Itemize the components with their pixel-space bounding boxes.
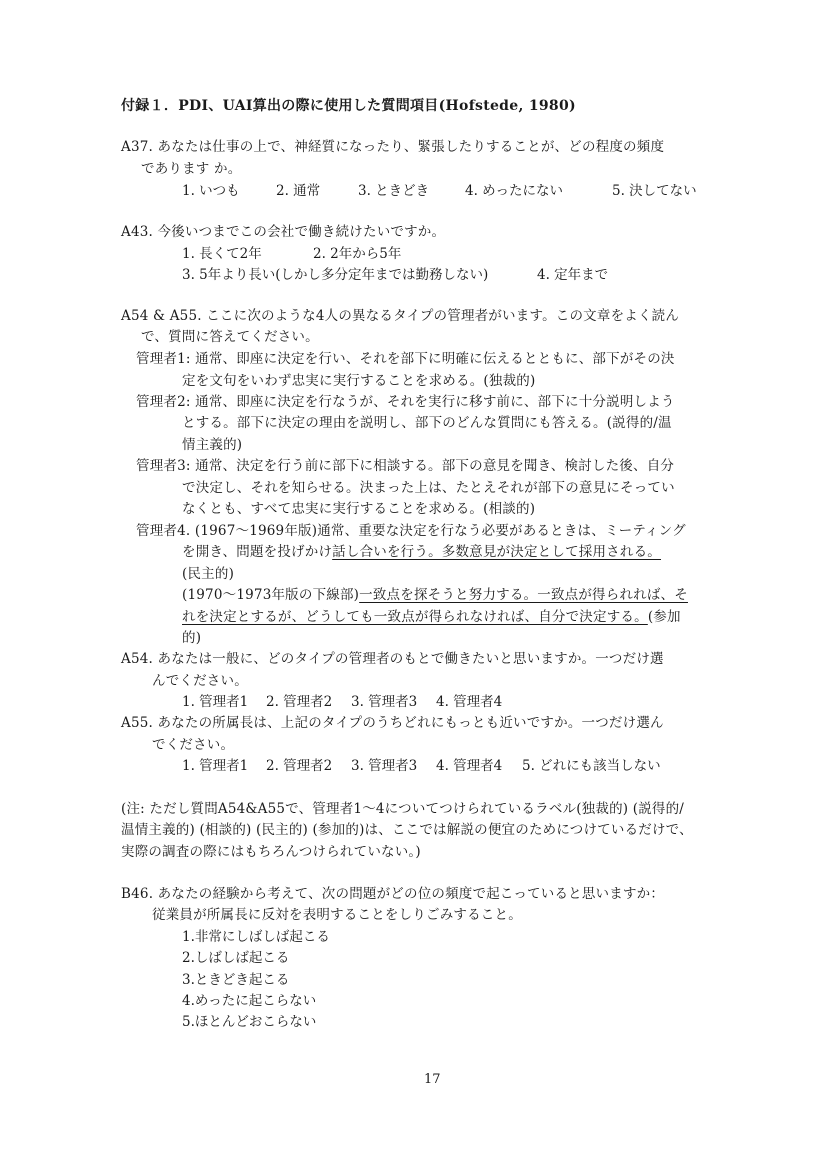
manager4-line1: 管理者4. (1967〜1969年版)通常、重要な決定を行なう必要があるときは、ミーティング (136, 523, 686, 539)
manager4-label-participative-part2: 的) (182, 630, 202, 646)
manager1-line1: 管理者1: 通常、即座に決定を行い、それを部下に明確に伝えるとともに、部下がその決 (136, 351, 675, 367)
b46-option-4: 4.めったに起こらない (182, 993, 317, 1009)
manager3-line2: で決定し、それを知らせる。決まった上は、たとえそれが部下の意見にそってい (182, 480, 675, 496)
manager4-underlined-1970-part1: 一致点を探そうと努力する。一致点が得られれば、そ (359, 587, 688, 603)
manager4-underlined-1967: 話し合いを行う。多数意見が決定として採用される。 (332, 544, 661, 560)
a43-option-1: 1. 長くて2年 (182, 246, 262, 262)
manager3-line1: 管理者3: 通常、決定を行う前に部下に相談する。部下の意見を聞き、検討した後、自分 (136, 458, 675, 474)
a43-option-3: 3. 5年より長い(しかし多分定年までは勤務しない) (182, 267, 489, 283)
page-number: 17 (424, 1072, 441, 1087)
manager4-line5 (182, 608, 681, 626)
a55-option-2: 2. 管理者2 (266, 758, 333, 774)
manager2-line1: 管理者2: 通常、即座に決定を行なうが、それを実行に移す前に、部下に十分説明しよう (136, 394, 675, 410)
b46-option-3: 3.ときどき起こる (182, 972, 290, 988)
question-a55-line2: でください。 (152, 737, 235, 753)
b46-option-5: 5.ほとんどおこらない (182, 1014, 317, 1030)
manager4-label-participative-part1: (参加 (647, 609, 681, 625)
a37-option-5: 5. 決してない (612, 183, 697, 199)
a54-a55-intro-line2: で、質問に答えてください。 (141, 329, 319, 345)
a43-option-2: 2. 2年から5年 (313, 246, 402, 262)
a43-option-4: 4. 定年まで (537, 267, 609, 283)
question-a55-line1: A55. あなたの所属長は、上記のタイプのうちどれにもっとも近いですか。一つだけ選ん (121, 715, 664, 731)
note-line3: 実際の調査の際にはもちろんつけられていない。) (121, 844, 421, 860)
manager3-line3: なくとも、すべて忠実に実行することを求める。(相談的) (182, 501, 536, 517)
a54-option-4: 4. 管理者4 (436, 694, 503, 710)
a37-option-4: 4. めったにない (465, 183, 564, 199)
a55-option-5: 5. どれにも該当しない (522, 758, 661, 774)
question-a37-line2: であります か。 (141, 161, 242, 177)
manager4-underlined-1970-part2: れを決定とするが、どうしても一致点が得られなければ、自分で決定する。 (182, 609, 648, 625)
manager4-label-democratic: (民主的) (182, 566, 235, 582)
a55-option-4: 4. 管理者4 (436, 758, 503, 774)
manager4-line2-text: を開き、問題を投げかけ (182, 544, 333, 560)
a54-option-2: 2. 管理者2 (266, 694, 333, 710)
a37-option-1: 1. いつも (182, 183, 240, 199)
appendix-title: 付録１．PDI、UAI算出の際に使用した質問項目(Hofstede, 1980) (121, 98, 576, 114)
a55-option-1: 1. 管理者1 (182, 758, 249, 774)
a54-option-1: 1. 管理者1 (182, 694, 249, 710)
question-b46-line1: B46. あなたの経験から考えて、次の問題がどの位の頻度で起こっていると思いますか： (121, 886, 665, 902)
manager4-1970-version-label: (1970〜1973年版の下線部) (182, 587, 360, 603)
question-b46-line2: 従業員が所属長に反対を表明することをしりごみすること。 (152, 907, 522, 923)
manager2-line3: 情主義的) (182, 437, 243, 453)
a37-option-2: 2. 通常 (276, 183, 321, 199)
a55-option-3: 3. 管理者3 (351, 758, 418, 774)
a54-a55-intro-line1: A54 & A55. ここに次のような4人の異なるタイプの管理者がいます。この文章をよく読ん (121, 308, 680, 324)
note-line2: 温情主義的) (相談的) (民主的) (参加的)は、ここでは解説の便宜のためにつけているだけで、 (121, 822, 693, 838)
a54-option-3: 3. 管理者3 (351, 694, 418, 710)
b46-option-2: 2.しばしば起こる (182, 950, 290, 966)
manager4-line2 (182, 543, 661, 561)
note-line1: (注: ただし質問A54&A55で、管理者1〜4についてつけられているラベル(独裁的) (説得的/ (121, 801, 685, 817)
question-a37-line1: A37. あなたは仕事の上で、神経質になったり、緊張したりすることが、どの程度の頻度 (121, 139, 665, 155)
manager1-line2: 定を文句をいわず忠実に実行することを求める。(独裁的) (182, 373, 536, 389)
b46-option-1: 1.非常にしばしば起こる (182, 929, 330, 945)
question-a54-line2: んでください。 (152, 673, 248, 689)
question-a54-line1: A54. あなたは一般に、どのタイプの管理者のもとで働きたいと思いますか。一つだけ選 (121, 651, 664, 667)
a37-option-3: 3. ときどき (358, 183, 430, 199)
manager4-line4 (182, 586, 688, 604)
manager2-line2: とする。部下に決定の理由を説明し、部下のどんな質問にも答える。(説得的/温 (182, 415, 672, 431)
question-a43: A43. 今後いつまでこの会社で働き続けたいですか。 (121, 224, 446, 240)
